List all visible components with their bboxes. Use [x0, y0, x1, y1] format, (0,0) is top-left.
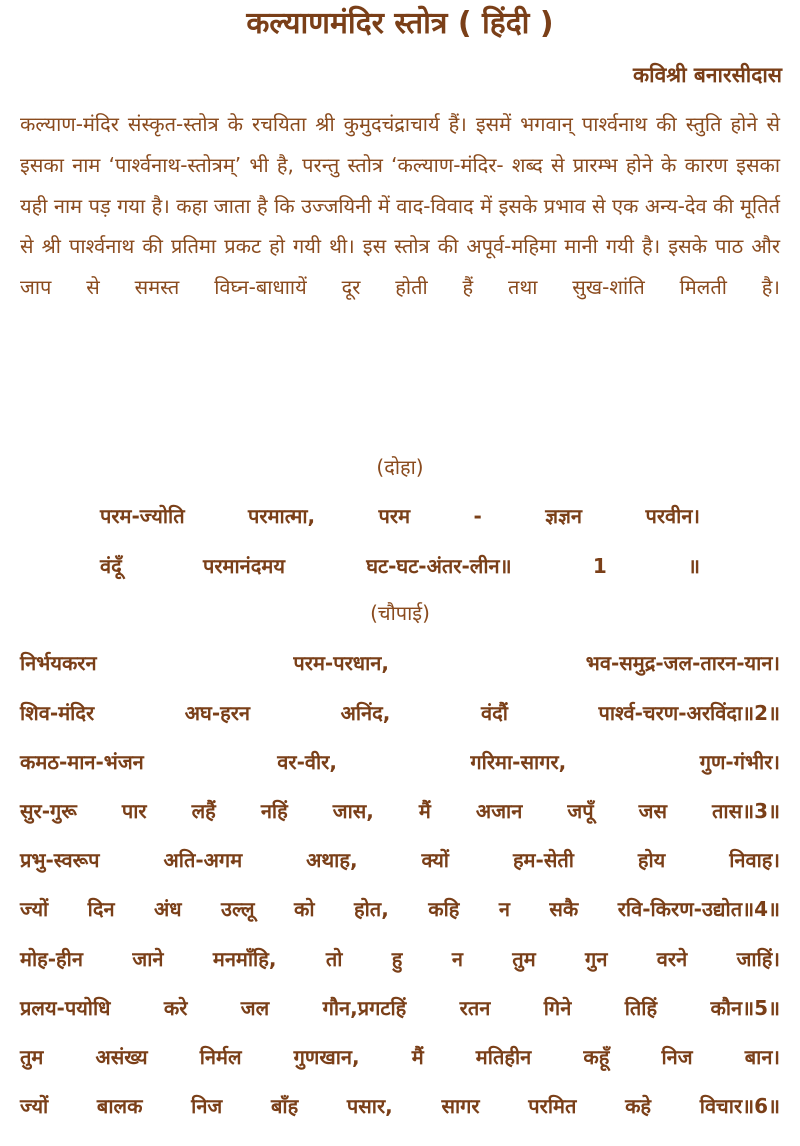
page-title: कल्याणमंदिर स्तोत्र ( हिंदी )	[246, 6, 554, 41]
verse-line: सुर-गुरू पार लहैं नहिं जास, मैं अजान जपूँ जस तास॥3॥	[20, 799, 780, 823]
verse-line: प्रभु-स्वरूप अति-अगम अथाह, क्यों हम-सेती होय निवाह।	[20, 848, 780, 872]
chaupai-heading: (चौपाई)	[370, 601, 430, 625]
doha-heading: (दोहा)	[376, 455, 424, 479]
intro-paragraph: कल्याण-मंदिर संस्कृत-स्तोत्र के रचयिता श्री कुमुदचंद्राचार्य हैं। इसमें भगवान् पार्श्वनाथ की स्तुति होने से इसका नाम ‘पार्श्वनाथ-स्तोत्रम्’ भी है, परन्तु स्तोत्र ‘कल्याण-मंदिर- शब्द से प्रारम्भ होने के कारण इसका यही नाम पड़ गया है। कहा जाता है कि उज्जयिनी में वाद-विवाद में इसके प्रभाव से एक अन्य-देव की मूतिर्त से श्री पार्श्वनाथ की प्रतिमा प्रकट हो गयी थी। इस स्तोत्र की अपूर्व-महिमा मानी गयी है। इसके पाठ और जाप से समस्त विघ्न-बाधाायें दूर होती हैं तथा सुख-शांति मिलती है।	[20, 112, 780, 300]
verse-line: कमठ-मान-भंजन वर-वीर, गरिमा-सागर, गुण-गंभीर।	[20, 750, 780, 774]
verse-line: शिव-मंदिर अघ-हरन अनिंद, वंदौं पार्श्व-चरण-अरविंदा॥2॥	[20, 701, 780, 725]
verse-line: निर्भयकरन परम-परधान, भव-समुद्र-जल-तारन-यान।	[20, 651, 780, 675]
verse-line: तुम असंख्य निर्मल गुणखान, मैं मतिहीन कहूँ निज बान।	[20, 1045, 780, 1069]
verse-line: ज्यों बालक निज बाँह पसार, सागर परमित कहे विचार॥6॥	[20, 1094, 780, 1118]
author-name: कविश्री बनारसीदास	[633, 63, 782, 87]
verse-line: प्रलय-पयोधि करे जल गौन,प्रगटहिं रतन गिने तिहिं कौन॥5॥	[20, 996, 780, 1020]
verse-line: ज्यों दिन अंध उल्लू को होत, कहि न सकै रवि-किरण-उद्योत॥4॥	[20, 897, 780, 921]
verse-line: मोह-हीन जाने मनमाँहि, तो हु न तुम गुन वरने जाहिं।	[20, 947, 780, 971]
doha-line: परम-ज्योति परमात्मा, परम - ज्ञज्ञन परवीन।	[100, 504, 700, 528]
doha-line: वंदूँ परमानंदमय घट-घट-अंतर-लीन॥ 1 ॥	[100, 554, 700, 578]
